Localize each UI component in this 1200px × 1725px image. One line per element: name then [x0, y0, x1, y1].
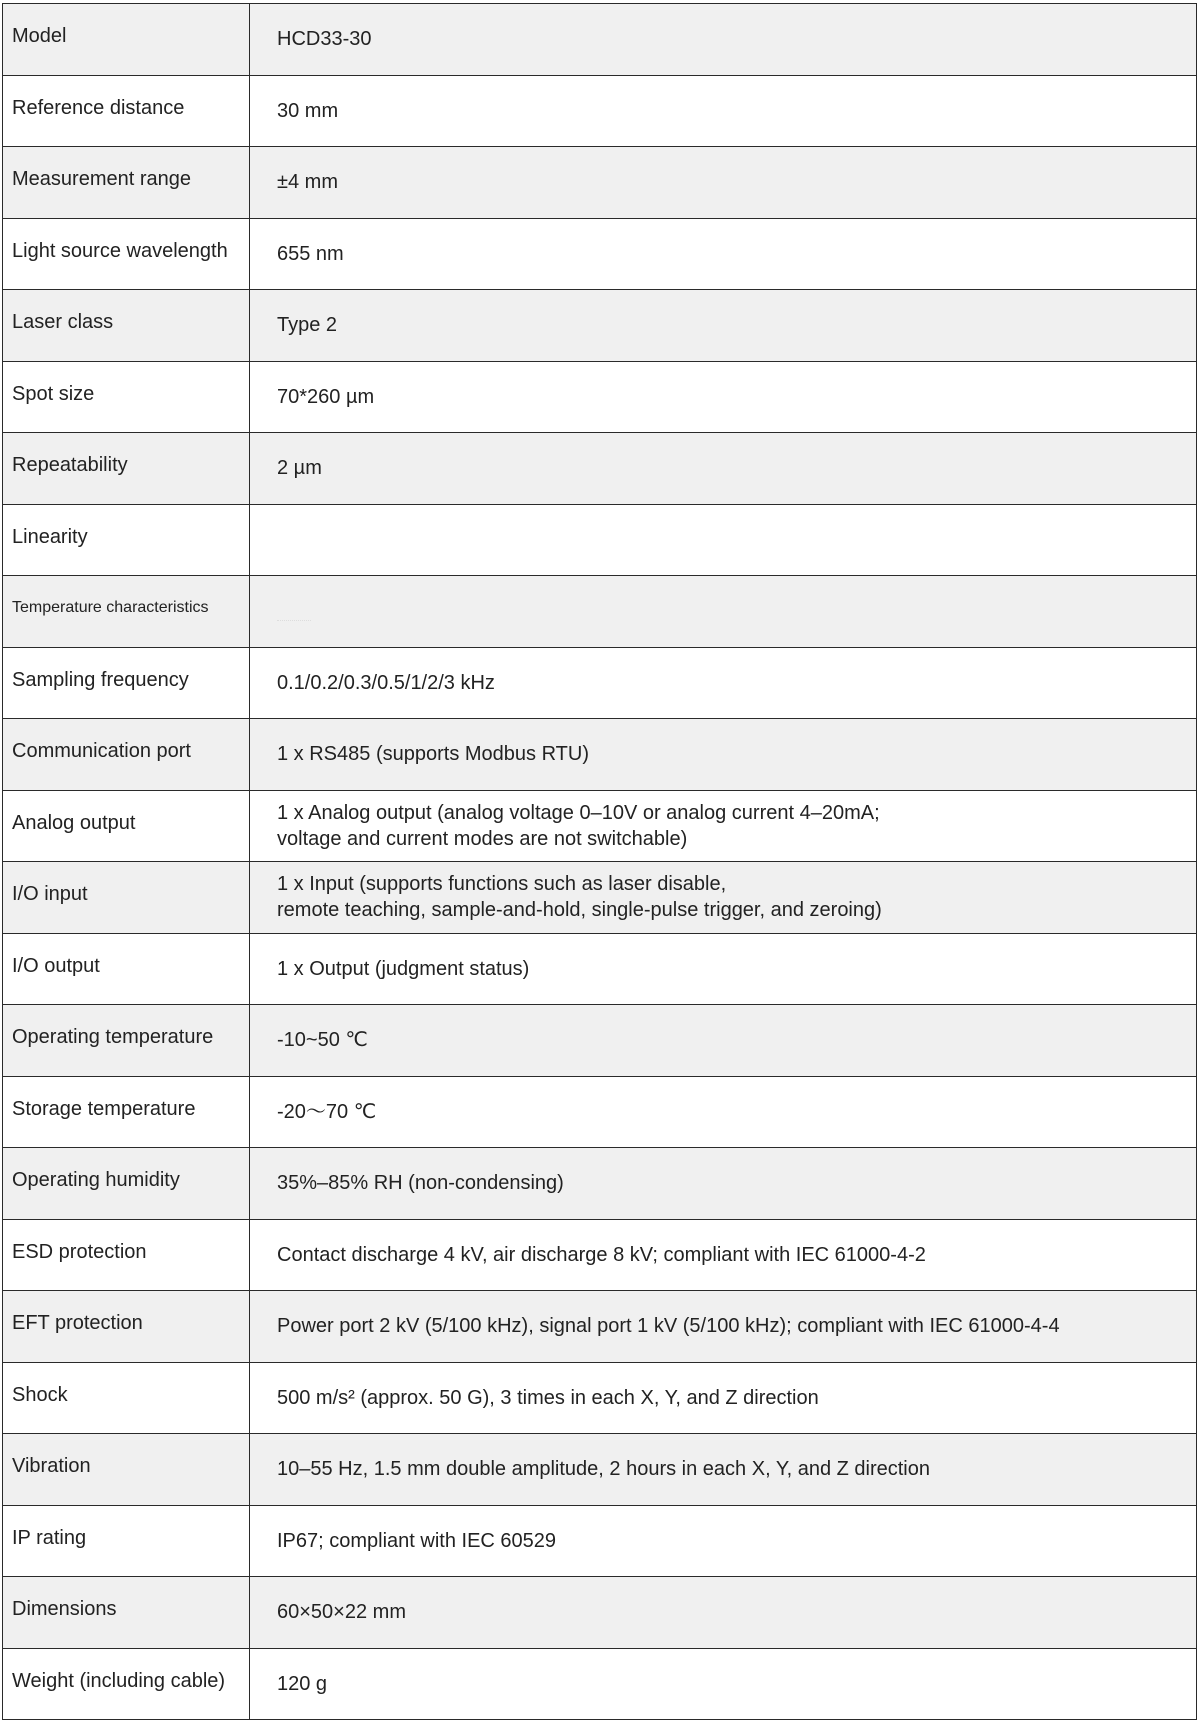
spec-value: 1 x Input (supports functions such as laser disable, remote teaching, sample-and-hold, single-pulse trigger, and zeroing): [250, 862, 1197, 934]
spec-value: -20～70 ℃: [250, 1076, 1197, 1148]
spec-label-cell: [3, 4, 250, 76]
table-row: [3, 933, 1197, 1005]
spec-value: 1 x RS485 (supports Modbus RTU): [250, 719, 1197, 791]
spec-value: 2 µm: [250, 433, 1197, 505]
spec-label: Shock: [12, 1383, 68, 1406]
spec-value: 35%–85% RH (non-condensing): [250, 1148, 1197, 1220]
spec-label: Linearity: [12, 525, 88, 548]
spec-label-cell: [3, 790, 250, 862]
spec-label: Dimensions: [12, 1598, 117, 1621]
table-row: [3, 1577, 1197, 1649]
spec-value-cell: [250, 576, 1197, 648]
spec-label-cell: [3, 433, 250, 505]
spec-value: [250, 504, 1197, 576]
spec-value: 1 x Analog output (analog voltage 0–10V or analog current 4–20mA; voltage and current modes are not switchable): [250, 790, 1197, 862]
spec-label: Laser class: [12, 311, 114, 334]
spec-label-cell: [3, 1434, 250, 1506]
spec-label: Operating temperature: [12, 1026, 214, 1049]
spec-value: 0.1/0.2/0.3/0.5/1/2/3 kHz: [250, 647, 1197, 719]
table-row: [3, 75, 1197, 147]
spec-table: [2, 3, 1197, 1720]
spec-label-cell: [3, 75, 250, 147]
spec-label: Repeatability: [12, 454, 128, 477]
spec-label-cell: [3, 933, 250, 1005]
spec-value: 70*260 µm: [250, 361, 1197, 433]
spec-label-cell: [3, 647, 250, 719]
spec-label-cell: [3, 218, 250, 290]
spec-value: Power port 2 kV (5/100 kHz), signal port 1 kV (5/100 kHz); compliant with IEC 61000-4-4: [250, 1291, 1197, 1363]
table-row: [3, 218, 1197, 290]
spec-label-cell: [3, 1505, 250, 1577]
spec-value: IP67; compliant with IEC 60529: [250, 1505, 1197, 1577]
spec-value: 1 x Output (judgment status): [250, 933, 1197, 1005]
spec-label: Model: [12, 25, 67, 48]
spec-label-cell: [3, 1648, 250, 1720]
spec-label: I/O output: [12, 954, 100, 977]
table-row: [3, 647, 1197, 719]
spec-label-cell: [3, 1076, 250, 1148]
faint-placeholder-marks: [277, 617, 311, 621]
spec-label-cell: [3, 504, 250, 576]
table-row: [3, 790, 1197, 862]
spec-label: Analog output: [12, 811, 136, 834]
table-row: [3, 1076, 1197, 1148]
table-row: [3, 862, 1197, 934]
table-row: [3, 1148, 1197, 1220]
spec-label: Spot size: [12, 382, 95, 405]
spec-label-cell: [3, 719, 250, 791]
table-row: [3, 1434, 1197, 1506]
table-row: [3, 433, 1197, 505]
table-row: [3, 1648, 1197, 1720]
table-row: [3, 1505, 1197, 1577]
spec-value: ±4 mm: [250, 147, 1197, 219]
spec-label: Light source wavelength: [12, 239, 228, 262]
table-row: [3, 147, 1197, 219]
spec-label: IP rating: [12, 1526, 87, 1549]
spec-label: EFT protection: [12, 1312, 143, 1335]
spec-label: Weight (including cable): [12, 1669, 226, 1692]
spec-label: ESD protection: [12, 1240, 147, 1263]
spec-label: Sampling frequency: [12, 668, 189, 691]
table-row: [3, 4, 1197, 76]
spec-label-cell: [3, 862, 250, 934]
table-row: [3, 1291, 1197, 1363]
spec-value: HCD33-30: [250, 4, 1197, 76]
spec-label: Communication port: [12, 740, 191, 763]
spec-label-cell: [3, 1148, 250, 1220]
table-row: [3, 504, 1197, 576]
table-row: [3, 719, 1197, 791]
spec-label: Measurement range: [12, 168, 191, 191]
spec-value: 10–55 Hz, 1.5 mm double amplitude, 2 hours in each X, Y, and Z direction: [250, 1434, 1197, 1506]
spec-label-cell: [3, 1005, 250, 1077]
table-row: [3, 361, 1197, 433]
table-row: [3, 1005, 1197, 1077]
spec-label: Reference distance: [12, 96, 185, 119]
spec-value: Type 2: [250, 290, 1197, 362]
spec-value: 30 mm: [250, 75, 1197, 147]
spec-label: Storage temperature: [12, 1097, 196, 1120]
spec-label-cell: [3, 147, 250, 219]
spec-label-cell: [3, 1362, 250, 1434]
spec-value: 655 nm: [250, 218, 1197, 290]
spec-label: Operating humidity: [12, 1169, 180, 1192]
spec-label: Temperature characteristics: [12, 599, 209, 617]
spec-value: -10~50 ℃: [250, 1005, 1197, 1077]
table-row: [3, 576, 1197, 648]
spec-label: I/O input: [12, 883, 88, 906]
spec-label-cell: [3, 361, 250, 433]
spec-table-body: [3, 4, 1197, 1720]
spec-value: 120 g: [250, 1648, 1197, 1720]
spec-label-cell: [3, 1219, 250, 1291]
spec-value: 500 m/s² (approx. 50 G), 3 times in each X, Y, and Z direction: [250, 1362, 1197, 1434]
table-row: [3, 1362, 1197, 1434]
spec-label-cell: [3, 290, 250, 362]
spec-label-cell: [3, 1291, 250, 1363]
spec-value: 60×50×22 mm: [250, 1577, 1197, 1649]
spec-value: Contact discharge 4 kV, air discharge 8 kV; compliant with IEC 61000-4-2: [250, 1219, 1197, 1291]
spec-label-cell: [3, 1577, 250, 1649]
spec-label: Vibration: [12, 1455, 91, 1478]
spec-label-cell: [3, 576, 250, 648]
table-row: [3, 290, 1197, 362]
table-row: [3, 1219, 1197, 1291]
